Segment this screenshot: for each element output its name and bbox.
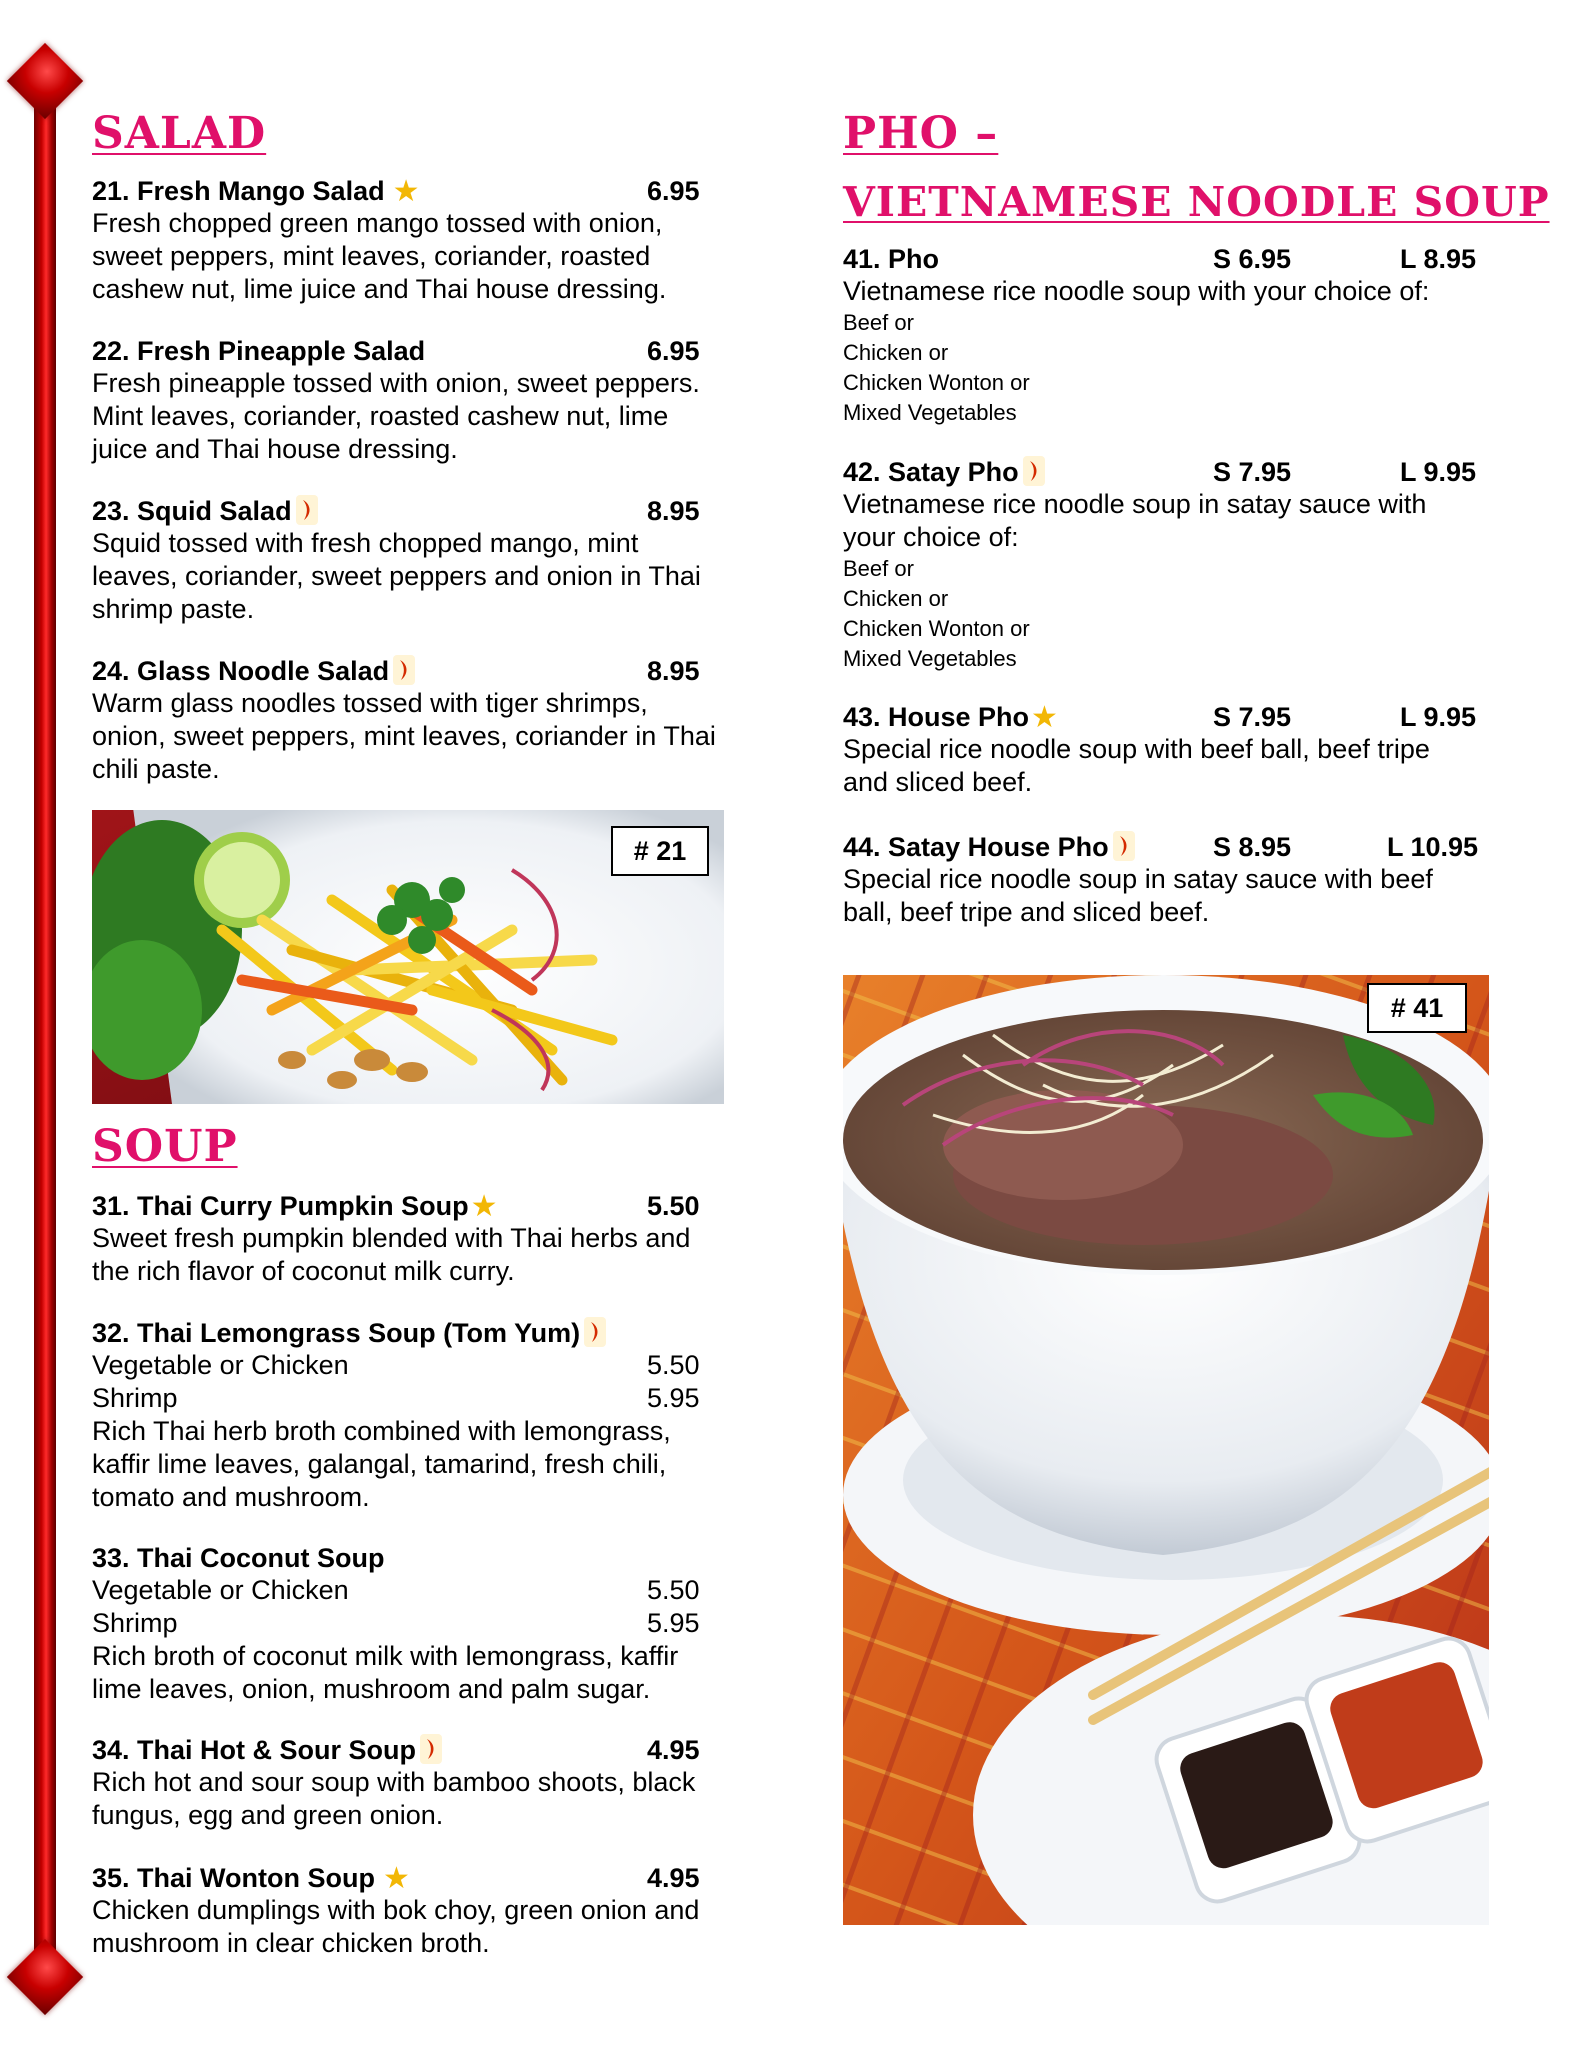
menu-item-31 (92, 1190, 752, 1288)
item-price-small: S 6.95 (1213, 244, 1292, 274)
item-desc: Special rice noodle soup in satay sauce with beef (843, 864, 1433, 894)
item-choice: Chicken or (843, 340, 949, 365)
item-name: 24. Glass Noodle Salad (92, 656, 390, 686)
item-price-large: L 10.95 (1387, 832, 1479, 862)
chili-pepper-icon (393, 655, 415, 685)
item-desc: Fresh pineapple tossed with onion, sweet peppers. (92, 368, 700, 398)
item-price-small: S 8.95 (1213, 832, 1292, 862)
pho-section-title-line1: PHO – (843, 108, 999, 159)
item-price: 6.95 (647, 176, 700, 206)
star-icon: ★ (1031, 701, 1058, 734)
item-name: 44. Satay House Pho (843, 832, 1109, 862)
item-choice: Chicken Wonton or (843, 370, 1030, 395)
item-choice: Beef or (843, 556, 914, 581)
star-icon: ★ (392, 175, 420, 208)
soup-section-title: SOUP (92, 1121, 238, 1172)
item-price-large: L 9.95 (1400, 702, 1477, 732)
item-desc: shrimp paste. (92, 594, 255, 624)
item-desc: ball, beef tripe and sliced beef. (843, 897, 1210, 927)
menu-item-44 (843, 831, 1503, 929)
item-price: 5.50 (647, 1575, 700, 1605)
item-desc: Warm glass noodles tossed with tiger shrimps, (92, 688, 648, 718)
menu-item-41 (843, 243, 1503, 428)
item-desc: onion, sweet peppers, mint leaves, coriander in Thai (92, 721, 716, 751)
menu-item-24 (92, 655, 752, 786)
menu-item-32 (92, 1317, 752, 1514)
item-choice: Mixed Vegetables (843, 646, 1017, 671)
item-desc: Squid tossed with fresh chopped mango, mint (92, 528, 639, 558)
item-price: 5.95 (647, 1608, 700, 1638)
item-desc: Mint leaves, coriander, roasted cashew nut, lime (92, 401, 669, 431)
item-desc: mushroom in clear chicken broth. (92, 1928, 490, 1958)
menu-item-22 (92, 335, 752, 466)
item-name: 35. Thai Wonton Soup (92, 1863, 375, 1893)
menu-item-21 (92, 175, 752, 306)
item-desc: Fresh chopped green mango tossed with onion, (92, 208, 663, 238)
item-name: 41. Pho (843, 244, 940, 274)
item-name: 33. Thai Coconut Soup (92, 1543, 385, 1573)
item-price-small: S 7.95 (1213, 457, 1292, 487)
item-desc: kaffir lime leaves, galangal, tamarind, fresh chili, (92, 1449, 667, 1479)
item-desc: Chicken dumplings with bok choy, green onion and (92, 1895, 700, 1925)
item-name: 32. Thai Lemongrass Soup (Tom Yum) (92, 1318, 581, 1348)
item-price-large: L 8.95 (1400, 244, 1477, 274)
item-desc: leaves, coriander, sweet peppers and onion in Thai (92, 561, 701, 591)
item-name: 22. Fresh Pineapple Salad (92, 336, 426, 366)
item-choice: Chicken or (843, 586, 949, 611)
pho-section-title-line2: VIETNAMESE NOODLE SOUP (843, 178, 1550, 226)
price-option: Vegetable or Chicken 5.50 (92, 1350, 700, 1380)
price-option: Shrimp 5.95 (92, 1383, 700, 1413)
item-desc: Rich broth of coconut milk with lemongrass, kaffir (92, 1641, 679, 1671)
price-option: Shrimp 5.95 (92, 1608, 700, 1638)
item-desc: Vietnamese rice noodle soup in satay sauce with (843, 489, 1427, 519)
menu-item-42 (843, 456, 1503, 674)
item-name: 21. Fresh Mango Salad (92, 176, 385, 206)
pho-illustration (843, 975, 1489, 1925)
item-desc: the rich flavor of coconut milk curry. (92, 1256, 515, 1286)
star-icon: ★ (383, 1862, 410, 1895)
item-name: 34. Thai Hot & Sour Soup (92, 1735, 417, 1765)
item-name: 43. House Pho (843, 702, 1030, 732)
menu-item-23 (92, 495, 752, 626)
menu-item-43 (843, 701, 1503, 799)
chili-pepper-icon (296, 495, 318, 525)
item-price: 5.50 (647, 1350, 700, 1380)
menu-item-33 (92, 1542, 752, 1706)
photo-tag: # 41 (1367, 983, 1467, 1033)
item-price-small: S 7.95 (1213, 702, 1292, 732)
item-desc: lime leaves, onion, mushroom and palm sugar. (92, 1674, 651, 1704)
item-desc: juice and Thai house dressing. (92, 434, 458, 464)
menu-item-35 (92, 1862, 752, 1960)
item-desc: Rich Thai herb broth combined with lemongrass, (92, 1416, 671, 1446)
item-choice: Chicken Wonton or (843, 616, 1030, 641)
pho-bowl-photo (843, 975, 1489, 1925)
item-price: 8.95 (647, 656, 700, 686)
item-desc: Sweet fresh pumpkin blended with Thai herbs and (92, 1223, 691, 1253)
salad-section-title: SALAD (92, 108, 267, 159)
item-choice: Mixed Vegetables (843, 400, 1017, 425)
item-desc: cashew nut, lime juice and Thai house dressing. (92, 274, 667, 304)
rail-top-diamond (7, 43, 83, 119)
item-price-large: L 9.95 (1400, 457, 1477, 487)
item-desc: sweet peppers, mint leaves, coriander, roasted (92, 241, 651, 271)
item-desc: Vietnamese rice noodle soup with your choice of: (843, 276, 1430, 306)
chili-pepper-icon (1023, 456, 1045, 486)
item-price: 5.95 (647, 1383, 700, 1413)
red-vertical-rail (34, 55, 56, 1990)
mango-salad-photo (92, 810, 724, 1104)
item-desc: chili paste. (92, 754, 220, 784)
menu-item-34 (92, 1734, 752, 1832)
item-desc: Rich hot and sour soup with bamboo shoots, black (92, 1767, 696, 1797)
star-icon: ★ (470, 1190, 498, 1223)
item-name: 31. Thai Curry Pumpkin Soup (92, 1191, 469, 1221)
chili-pepper-icon (1113, 831, 1135, 861)
item-choice: Beef or (843, 310, 914, 335)
chili-pepper-icon (584, 1317, 606, 1347)
chili-pepper-icon (420, 1734, 442, 1764)
item-price: 8.95 (647, 496, 700, 526)
item-price: 4.95 (647, 1863, 700, 1893)
item-price: 4.95 (647, 1735, 700, 1765)
item-name: 42. Satay Pho (843, 457, 1019, 487)
item-price: 5.50 (647, 1191, 700, 1221)
item-price: 6.95 (647, 336, 700, 366)
item-desc: your choice of: (843, 522, 1019, 552)
rail-bottom-diamond (7, 1939, 83, 2015)
photo-tag: # 21 (611, 826, 709, 876)
item-desc: tomato and mushroom. (92, 1482, 370, 1512)
item-name: 23. Squid Salad (92, 496, 292, 526)
item-desc: and sliced beef. (843, 767, 1033, 797)
item-desc: Special rice noodle soup with beef ball, beef tripe (843, 734, 1430, 764)
price-option: Vegetable or Chicken 5.50 (92, 1575, 700, 1605)
item-desc: fungus, egg and green onion. (92, 1800, 444, 1830)
